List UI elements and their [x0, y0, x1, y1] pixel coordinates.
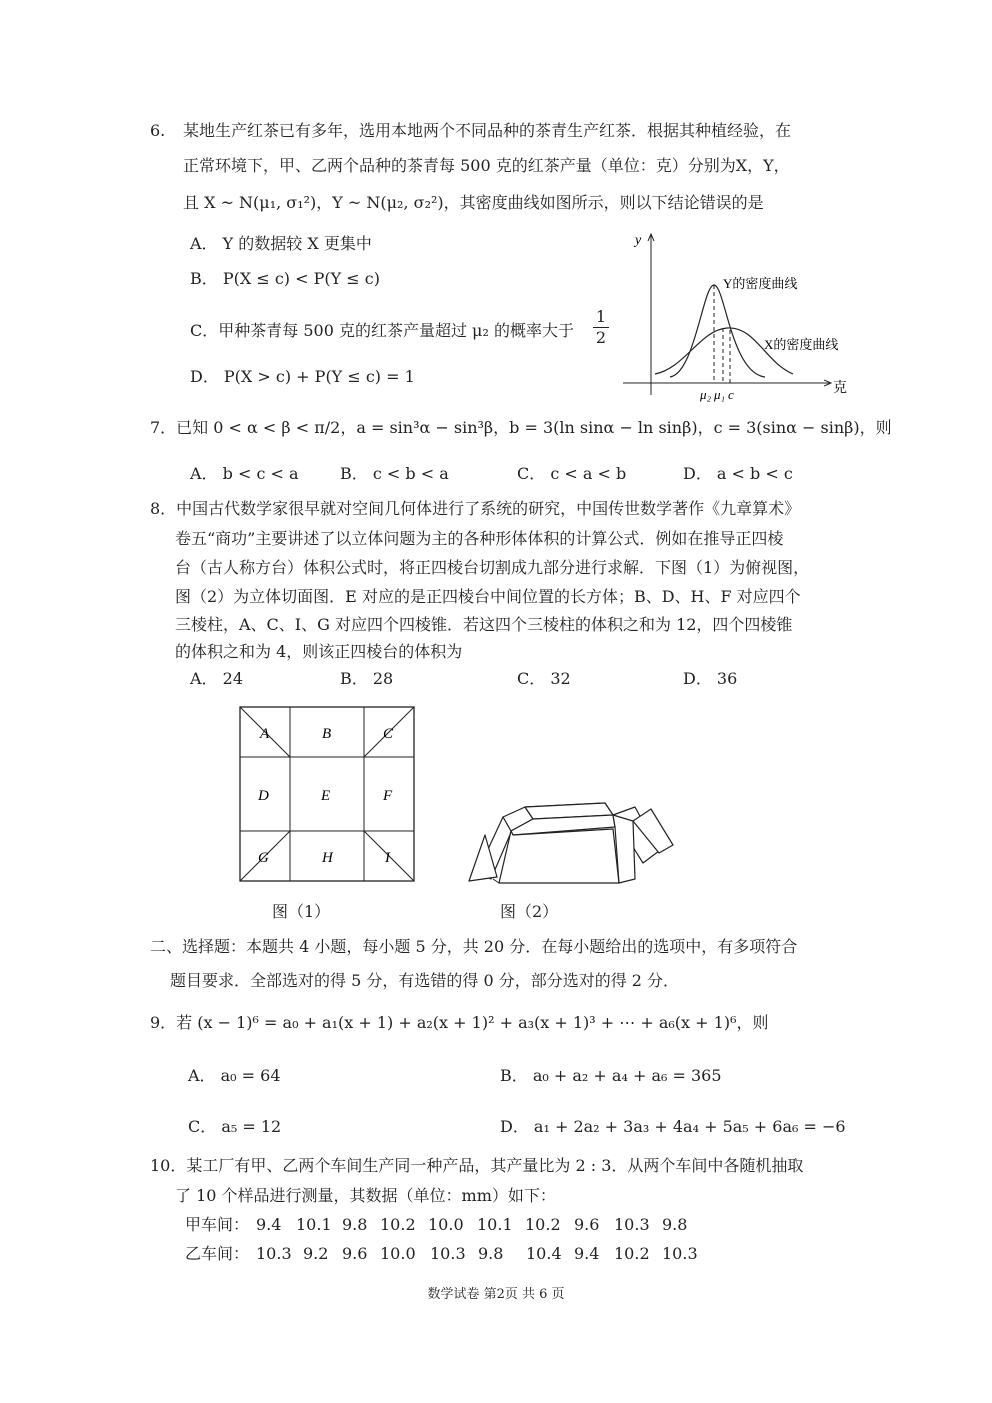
grid-label-b: B	[322, 726, 332, 742]
q8-line2: 卷五“商功”主要讲述了以立体问题为主的各种形体体积的计算公式．例如在推导正四棱	[175, 529, 784, 548]
y-density-curve	[670, 285, 765, 377]
q10-row2-v3: 9.6	[342, 1244, 368, 1263]
grid-label-d: D	[258, 788, 269, 804]
y-axis-label: y	[635, 233, 642, 248]
q9-option-b: B． a₀ + a₂ + a₄ + a₆ = 365	[500, 1066, 722, 1085]
curve-y-label: Y的密度曲线	[723, 276, 798, 291]
q10-row1-v3: 9.8	[342, 1215, 368, 1234]
q10-row1-v1: 9.4	[256, 1215, 282, 1234]
q10-row1-label: 甲车间：	[185, 1215, 250, 1234]
q10-row2-label: 乙车间：	[185, 1244, 250, 1263]
grid-label-f: F	[383, 788, 393, 804]
q6-line1: 某地生产红茶已有多年，选用本地两个不同品种的茶青生产红茶．根据其种植经验，在	[183, 121, 792, 140]
q10-row2-v5: 10.3	[430, 1244, 466, 1263]
q10-row2-v10: 10.3	[662, 1244, 698, 1263]
grid-label-a: A	[260, 726, 270, 742]
q6-line3: 且 X ~ N(μ₁, σ₁²)，Y ~ N(μ₂, σ₂²)，其密度曲线如图所示，则以下结论错误的是	[183, 193, 764, 212]
figure-1-top-view	[238, 705, 418, 885]
fraction-denominator: 2	[595, 328, 607, 347]
q8-line4: 图（2）为立体切面图．E 对应的是正四棱台中间位置的长方体；B、D、H、F 对应四个	[175, 587, 801, 606]
q10-line2: 了 10 个样品进行测量，其数据（单位：mm）如下：	[175, 1186, 556, 1205]
q8-line6: 的体积之和为 4，则该正四棱台的体积为	[175, 642, 463, 661]
mu1-label: μ₁	[714, 387, 726, 402]
q10-row1-v10: 9.8	[662, 1215, 688, 1234]
q7-option-c: C． c < a < b	[517, 464, 627, 483]
q6-line2: 正常环境下，甲、乙两个品种的茶青每 500 克的红茶产量（单位：克）分别为X，Y，	[183, 156, 790, 175]
q10-row2-v4: 10.0	[380, 1244, 416, 1263]
q9-stem: 9．若 (x − 1)⁶ = a₀ + a₁(x + 1) + a₂(x + 1)² + a₃(x + 1)³ + ⋯ + a₆(x + 1)⁶，则	[150, 1013, 769, 1032]
mu2-label: μ₂	[700, 387, 712, 402]
figure-1-caption: 图（1）	[272, 902, 331, 921]
q10-row2-v1: 10.3	[256, 1244, 292, 1263]
q9-option-c: C． a₅ = 12	[188, 1117, 282, 1136]
q7-option-b: B． c < b < a	[340, 464, 449, 483]
q10-row1-v6: 10.1	[477, 1215, 513, 1234]
q7-option-d: D． a < b < c	[683, 464, 793, 483]
grid-label-h: H	[322, 850, 333, 866]
q8-line1: 8．中国古代数学家很早就对空间几何体进行了系统的研究，中国传世数学著作《九章算术》	[150, 499, 801, 518]
q8-line3: 台（古人称方台）体积公式时，将正四棱台切割成九部分进行求解．下图（1）为俯视图，	[175, 558, 810, 577]
q7-stem: 7．已知 0 < α < β < π/2，a = sin³α − sin³β，b = 3(ln sinα − ln sinβ)，c = 3(sinα − sinβ)，则	[150, 418, 892, 437]
density-graph	[615, 230, 855, 405]
q8-option-d: D． 36	[683, 669, 738, 688]
c-label: c	[728, 387, 734, 402]
q8-option-c: C． 32	[517, 669, 571, 688]
q8-option-a: A． 24	[190, 669, 244, 688]
q10-row1-v5: 10.0	[428, 1215, 464, 1234]
q6-option-c-fraction	[593, 308, 609, 347]
q6-option-d: D． P(X > c) + P(Y ≤ c) = 1	[190, 367, 415, 386]
q10-row2-v2: 9.2	[303, 1244, 329, 1263]
q10-row2-v8: 9.4	[574, 1244, 600, 1263]
q10-row2-v7: 10.4	[526, 1244, 562, 1263]
q10-row1-v8: 9.6	[574, 1215, 600, 1234]
section2-line1: 二、选择题：本题共 4 小题，每小题 5 分，共 20 分．在每小题给出的选项中，有多项符合	[150, 937, 798, 956]
grid-label-c: C	[383, 726, 394, 742]
q6-option-c: C．甲种茶青每 500 克的红茶产量超过 μ₂ 的概率大于	[190, 321, 574, 340]
q8-option-b: B． 28	[340, 669, 394, 688]
curve-x-label: X的密度曲线	[764, 337, 839, 352]
figure-2-3d-section	[463, 795, 683, 887]
q10-row1-v4: 10.2	[380, 1215, 416, 1234]
q10-line1: 10．某工厂有甲、乙两个车间生产同一种产品，其产量比为 2 : 3．从两个车间中各随机抽取	[150, 1156, 804, 1175]
q10-row1-v7: 10.2	[525, 1215, 561, 1234]
fraction-numerator: 1	[595, 307, 607, 326]
q6-number: 6.	[150, 121, 166, 140]
grid-label-e: E	[321, 788, 331, 804]
q10-row1-v2: 10.1	[296, 1215, 332, 1234]
q10-row2-v6: 9.8	[478, 1244, 504, 1263]
q6-option-a: A． Y 的数据较 X 更集中	[190, 234, 372, 253]
q6-option-b: B． P(X ≤ c) < P(Y ≤ c)	[190, 269, 380, 288]
q9-option-a: A． a₀ = 64	[188, 1066, 281, 1085]
grid-label-i: I	[385, 850, 390, 866]
figure-2-caption: 图（2）	[500, 902, 559, 921]
section2-line2: 题目要求．全部选对的得 5 分，有选错的得 0 分，部分选对的得 2 分．	[170, 971, 680, 990]
q8-line5: 三棱柱，A、C、I、G 对应四个四棱锥．若这四个三棱柱的体积之和为 12，四个四棱锥	[175, 615, 793, 634]
q10-row1-v9: 10.3	[614, 1215, 650, 1234]
q10-row2-v9: 10.2	[614, 1244, 650, 1263]
x-axis-label: 克	[833, 381, 847, 396]
q7-option-a: A． b < c < a	[190, 464, 299, 483]
grid-label-g: G	[258, 850, 269, 866]
q9-option-d: D． a₁ + 2a₂ + 3a₃ + 4a₄ + 5a₅ + 6a₆ = −6	[500, 1117, 846, 1136]
page-footer: 数学试卷 第2页 共 6 页	[427, 1287, 565, 1302]
